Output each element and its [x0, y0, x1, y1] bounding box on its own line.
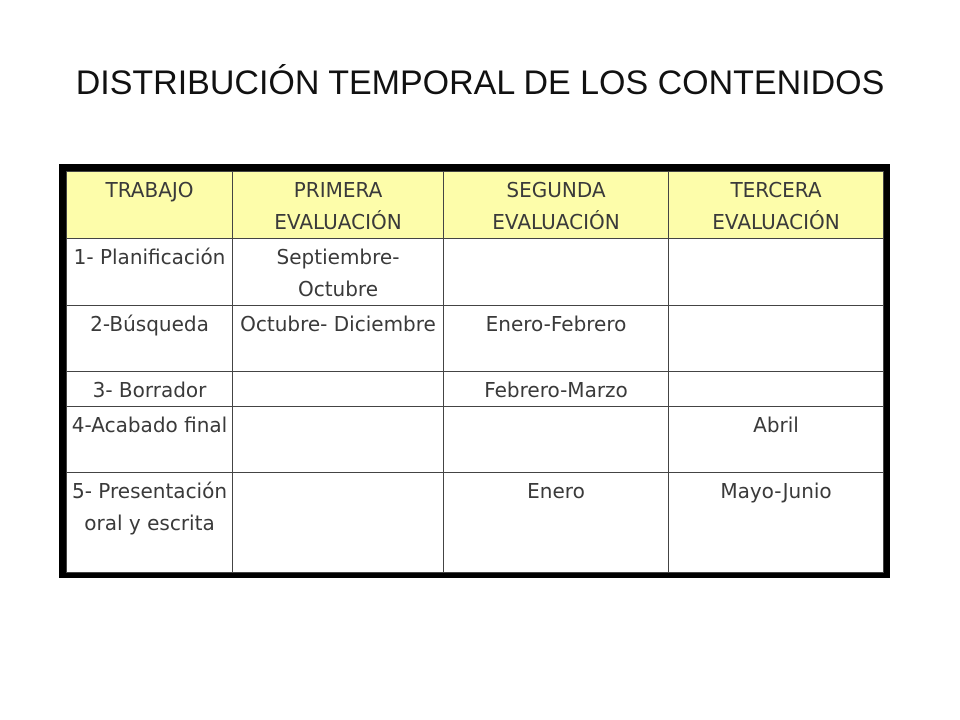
- cell-trabajo: 4-Acabado final: [67, 407, 233, 473]
- cell-primera: [233, 372, 444, 407]
- slide-title: DISTRIBUCIÓN TEMPORAL DE LOS CONTENIDOS: [75, 64, 885, 102]
- table-row: [67, 239, 884, 306]
- schedule-table-frame: [59, 164, 890, 578]
- header-segunda-evaluacion: SEGUNDA EVALUACIÓN: [444, 172, 669, 239]
- table-row: [67, 407, 884, 473]
- cell-tercera: [669, 306, 884, 372]
- cell-segunda: Enero-Febrero: [444, 306, 669, 372]
- cell-segunda: Febrero-Marzo: [444, 372, 669, 407]
- table-row: [67, 372, 884, 407]
- cell-segunda: Enero: [444, 473, 669, 573]
- table-row: [67, 306, 884, 372]
- cell-segunda: [444, 239, 669, 306]
- schedule-table: [66, 171, 884, 573]
- cell-segunda: [444, 407, 669, 473]
- table-header-row: [67, 172, 884, 239]
- cell-primera: Octubre- Diciembre: [233, 306, 444, 372]
- cell-trabajo: 5- Presentación oral y escrita: [67, 473, 233, 573]
- header-primera-evaluacion: PRIMERA EVALUACIÓN: [233, 172, 444, 239]
- cell-tercera: [669, 372, 884, 407]
- cell-primera: [233, 473, 444, 573]
- cell-primera: Septiembre- Octubre: [233, 239, 444, 306]
- cell-primera: [233, 407, 444, 473]
- cell-tercera: Mayo-Junio: [669, 473, 884, 573]
- header-tercera-evaluacion: TERCERA EVALUACIÓN: [669, 172, 884, 239]
- table-row: [67, 473, 884, 573]
- cell-trabajo: 3- Borrador: [67, 372, 233, 407]
- cell-trabajo: 1- Planificación: [67, 239, 233, 306]
- header-trabajo: TRABAJO: [67, 172, 233, 239]
- cell-tercera: Abril: [669, 407, 884, 473]
- cell-tercera: [669, 239, 884, 306]
- cell-trabajo: 2-Búsqueda: [67, 306, 233, 372]
